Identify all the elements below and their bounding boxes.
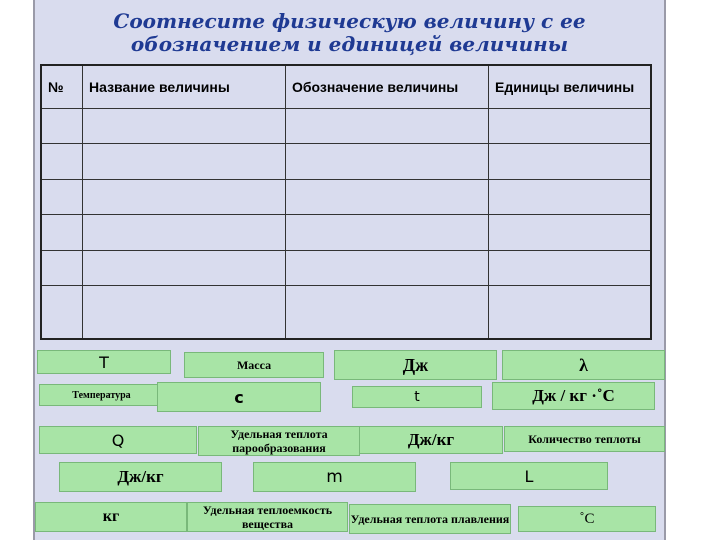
table-cell[interactable] [83, 250, 286, 285]
table-cell[interactable] [83, 109, 286, 144]
table-cell[interactable] [489, 179, 652, 214]
card-symbol-t[interactable]: t [352, 386, 482, 408]
table-cell[interactable] [41, 109, 83, 144]
table-cell[interactable] [286, 215, 489, 250]
card-unit-J-per-kg-2[interactable]: Дж/кг [59, 462, 222, 492]
card-symbol-lambda[interactable]: λ [502, 350, 665, 380]
card-specific-heat-capacity[interactable]: Удельная теплоемкость вещества [187, 502, 348, 532]
header-name: Название величины [83, 65, 286, 109]
table-cell[interactable] [286, 250, 489, 285]
table-cell[interactable] [41, 144, 83, 179]
table-cell[interactable] [286, 144, 489, 179]
card-symbol-L[interactable]: L [450, 462, 608, 490]
card-symbol-c[interactable]: c [157, 382, 321, 412]
card-unit-J-per-kg[interactable]: Дж/кг [359, 426, 503, 454]
card-unit-J[interactable]: Дж [334, 350, 497, 380]
table-body [41, 109, 651, 340]
header-number: № [41, 65, 83, 109]
table-cell[interactable] [83, 215, 286, 250]
card-symbol-m[interactable]: m [253, 462, 416, 492]
table-row [41, 144, 651, 179]
table-header-row [41, 65, 651, 109]
table-row [41, 215, 651, 250]
card-unit-J-per-kg-degC[interactable]: Дж / кг ·˚С [492, 382, 655, 410]
table-cell[interactable] [489, 250, 652, 285]
card-specific-heat-vaporization[interactable]: Удельная теплота парообразования [198, 426, 360, 456]
table-cell[interactable] [489, 286, 652, 339]
table-cell[interactable] [83, 179, 286, 214]
page-title: Соотнесите физическую величину с ее обозначением и единицей величины [113, 9, 586, 56]
table-cell[interactable] [286, 179, 489, 214]
table-cell[interactable] [83, 144, 286, 179]
card-specific-heat-fusion[interactable]: Удельная теплота плавления [349, 504, 511, 534]
header-units: Единицы величины [489, 65, 652, 109]
table-cell[interactable] [286, 109, 489, 144]
card-heat-quantity[interactable]: Количество теплоты [504, 426, 665, 452]
table-cell[interactable] [41, 179, 83, 214]
table-row [41, 109, 651, 144]
table-cell[interactable] [489, 215, 652, 250]
table-row [41, 286, 651, 339]
table-row [41, 179, 651, 214]
answer-table [40, 64, 652, 340]
card-temperature[interactable]: Температура [39, 384, 164, 406]
card-unit-degC[interactable]: ˚С [518, 506, 656, 532]
card-symbol-T[interactable]: T [37, 350, 171, 374]
table-cell[interactable] [489, 144, 652, 179]
card-mass[interactable]: Масса [184, 352, 324, 378]
table-cell[interactable] [489, 109, 652, 144]
table-cell[interactable] [83, 286, 286, 339]
card-unit-kg[interactable]: кг [35, 502, 187, 532]
table-cell[interactable] [286, 286, 489, 339]
table-cell[interactable] [41, 286, 83, 339]
table-cell[interactable] [41, 215, 83, 250]
header-symbol: Обозначение величины [286, 65, 489, 109]
card-symbol-Q[interactable]: Q [39, 426, 197, 454]
table-cell[interactable] [41, 250, 83, 285]
table-row [41, 250, 651, 285]
